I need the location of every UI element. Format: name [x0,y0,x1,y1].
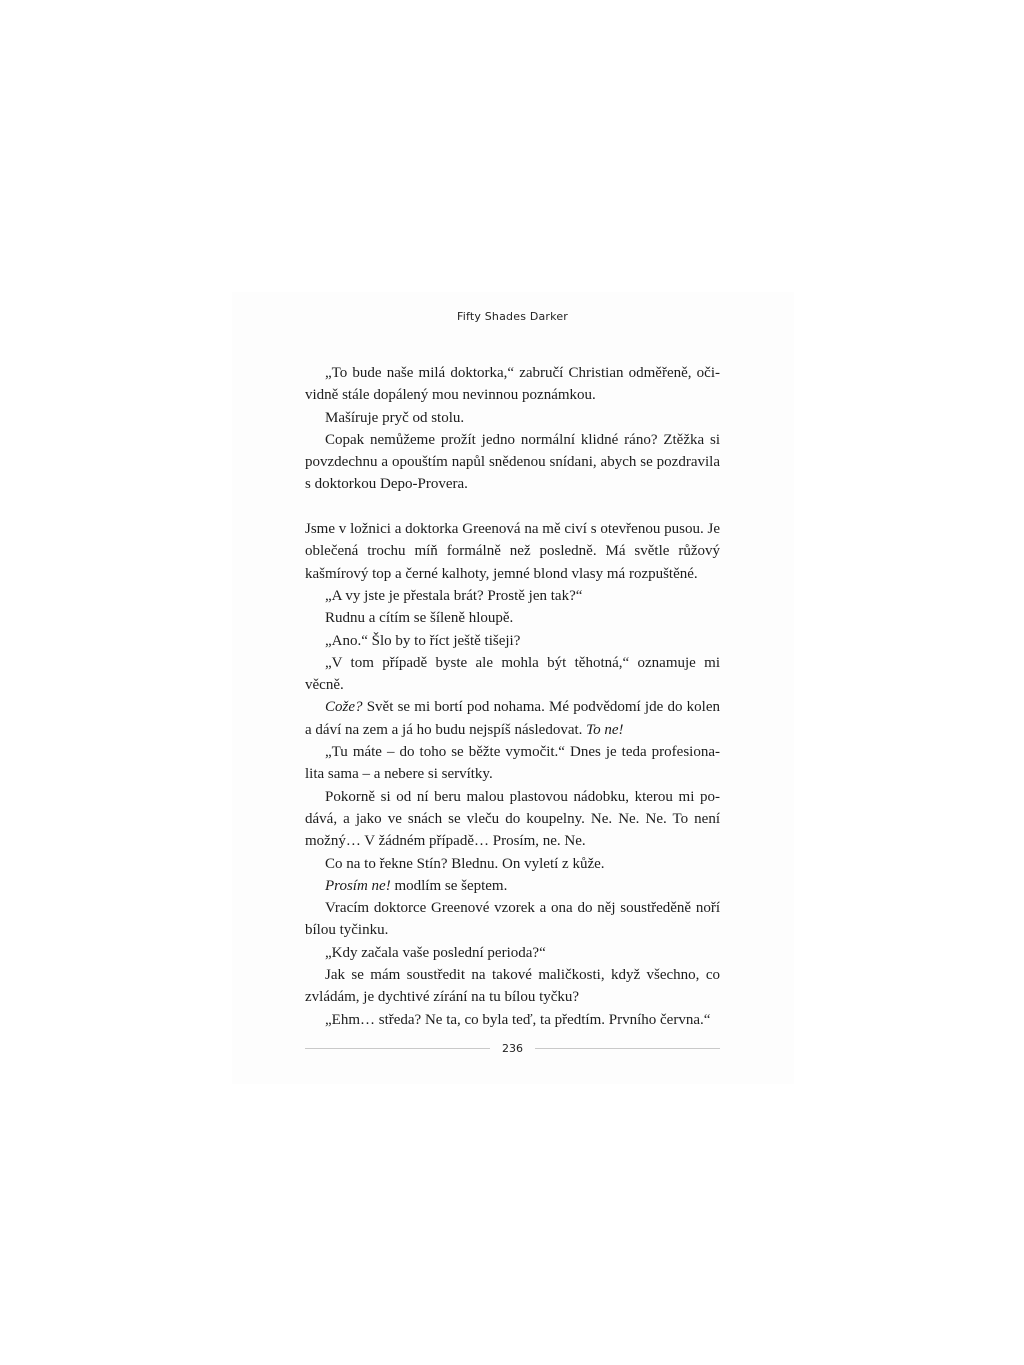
text-run: „Tu máte – do toho se běžte vymočit.“ Dnes je teda profesionalita sama – a nebere si servítky. [305,744,720,783]
body-text [305,362,720,1031]
text-run: „Ehm… středa? Ne ta, co byla teď, ta předtím. Prvního června.“ [325,1011,711,1028]
text-run: Jsme v ložnici a doktorka Greenová na mě civí s otevřenou pusou. Je oblečená trochu míň formálně než posledně. Má světle růžový kašmírový top a černé kalhoty, jemné blond vlasy má rozpuštěné. [305,521,720,582]
text-run: Copak nemůžeme prožít jedno normální klidné ráno? Ztěžka si povzdechnu a opouštím napůl snědenou snídani, abych se pozdravila s doktorkou Depo-Provera. [305,431,720,493]
text-run: „To bude naše milá doktorka,“ zabručí Christian odměřeně, očividně stále dopálený mou nevinnou poznámkou. [305,365,720,404]
text-run: Pokorně si od ní beru malou plastovou nádobku, kterou mi podává, a jako ve snách se vleču do koupelny. Ne. Ne. Ne. To není možný… V žádném případě… Prosím, ne. Ne. [305,788,720,850]
paragraph [305,362,720,407]
paragraph [305,741,720,786]
paragraph [305,853,720,875]
paragraph [305,407,720,429]
page-number: 236 [502,1041,523,1055]
text-run: „Ano.“ Šlo by to říct ještě tišeji? [325,632,521,649]
page-footer [305,1038,720,1058]
running-header: Fifty Shades Darker [456,310,569,323]
text-run: „A vy jste je přestala brát? Prostě jen tak?“ [325,587,583,604]
footer-rule-left [305,1048,490,1049]
paragraph [305,875,720,897]
text-run: modlím se šeptem. [390,877,508,894]
paragraph [305,585,720,607]
paragraph [305,786,720,853]
text-run: „V tom případě byste ale mohla být těhotná,“ oznamuje mi věcně. [305,654,720,694]
italic-text: Prosím ne! [325,877,391,894]
italic-text: To ne! [586,721,624,738]
paragraph [305,942,720,964]
text-run: Mašíruje pryč od stolu. [325,409,465,426]
paragraph [305,964,720,1009]
italic-text: Cože? [325,699,363,716]
text-run: Vracím doktorce Greenové vzorek a ona do něj soustředěně noří bílou tyčinku. [305,900,720,939]
text-run: Jak se mám soustředit na takové maličkosti, když všechno, co zvládám, je dychtivé zírání na tu bílou tyčku? [305,967,720,1006]
text-run: Svět se mi bortí pod nohama. Mé podvědomí jde do kolen a dáví na zem a já ho budu nejspíš následovat. [305,699,720,738]
paragraph [305,607,720,629]
footer-rule-right [535,1048,720,1049]
paragraph [305,897,720,942]
paragraph [305,630,720,652]
paragraph [305,652,720,697]
paragraph [305,1009,720,1031]
text-run: „Kdy začala vaše poslední perioda?“ [325,944,546,961]
paragraph [305,429,720,496]
text-run: Rudnu a cítím se šíleně hloupě. [325,610,514,627]
paragraph [305,696,720,741]
paragraph [305,518,720,585]
text-run: Co na to řekne Stín? Blednu. On vyletí z kůže. [325,855,605,872]
